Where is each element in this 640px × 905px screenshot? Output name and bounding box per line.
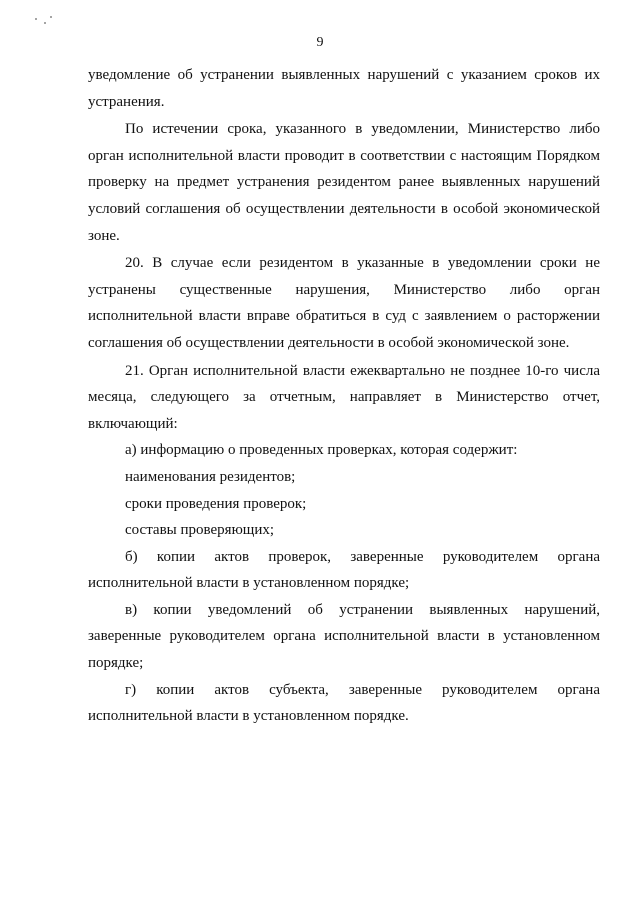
list-subitem-inspectors: составы проверяющих; xyxy=(125,522,275,539)
list-item-g: г) копии актов субъекта, заверенные руководителем органа исполнительной власти в установленном порядке. xyxy=(88,681,600,725)
list-item-b: б) копии актов проверок, заверенные руководителем органа исполнительной власти в установленном порядке; xyxy=(88,548,600,592)
paragraph-21: 21. Орган исполнительной власти ежеквартально не позднее 10-го числа месяца, следующего за отчетным, направляет в Министерство отчет, включающий: xyxy=(88,362,600,432)
list-item-v: в) копии уведомлений об устранении выявленных нарушений, заверенные руководителем органа исполнительной власти в установленном порядке; xyxy=(88,601,600,672)
page-number: 9 xyxy=(316,35,324,50)
paragraph-continuation: уведомление об устранении выявленных нарушений с указанием сроков их устранения. xyxy=(88,67,600,110)
paragraph-recheck: По истечении срока, указанного в уведомлении, Министерство либо орган исполнительной власти проводит в соответствии с настоящим Порядком проверку на предмет устранения резидентом ранее выявленных нарушений условий соглашения об осуществлении деятельности в особой экономической зоне. xyxy=(88,121,600,244)
document-body xyxy=(88,62,600,730)
scan-speck xyxy=(35,18,37,20)
paragraph-20: 20. В случае если резидентом в указанные в уведомлении сроки не устранены существенные нарушения, Министерство либо орган исполнительной власти вправе обратиться в суд с заявлением о расторжении соглашения об осуществлении деятельности в особой экономической зоне. xyxy=(88,255,600,351)
scan-speck xyxy=(50,16,52,18)
list-subitem-dates: сроки проведения проверок; xyxy=(125,495,307,512)
scan-speck xyxy=(44,22,46,24)
list-item-a: а) информацию о проведенных проверках, которая содержит: xyxy=(125,442,518,459)
list-subitem-residents: наименования резидентов; xyxy=(125,468,296,485)
